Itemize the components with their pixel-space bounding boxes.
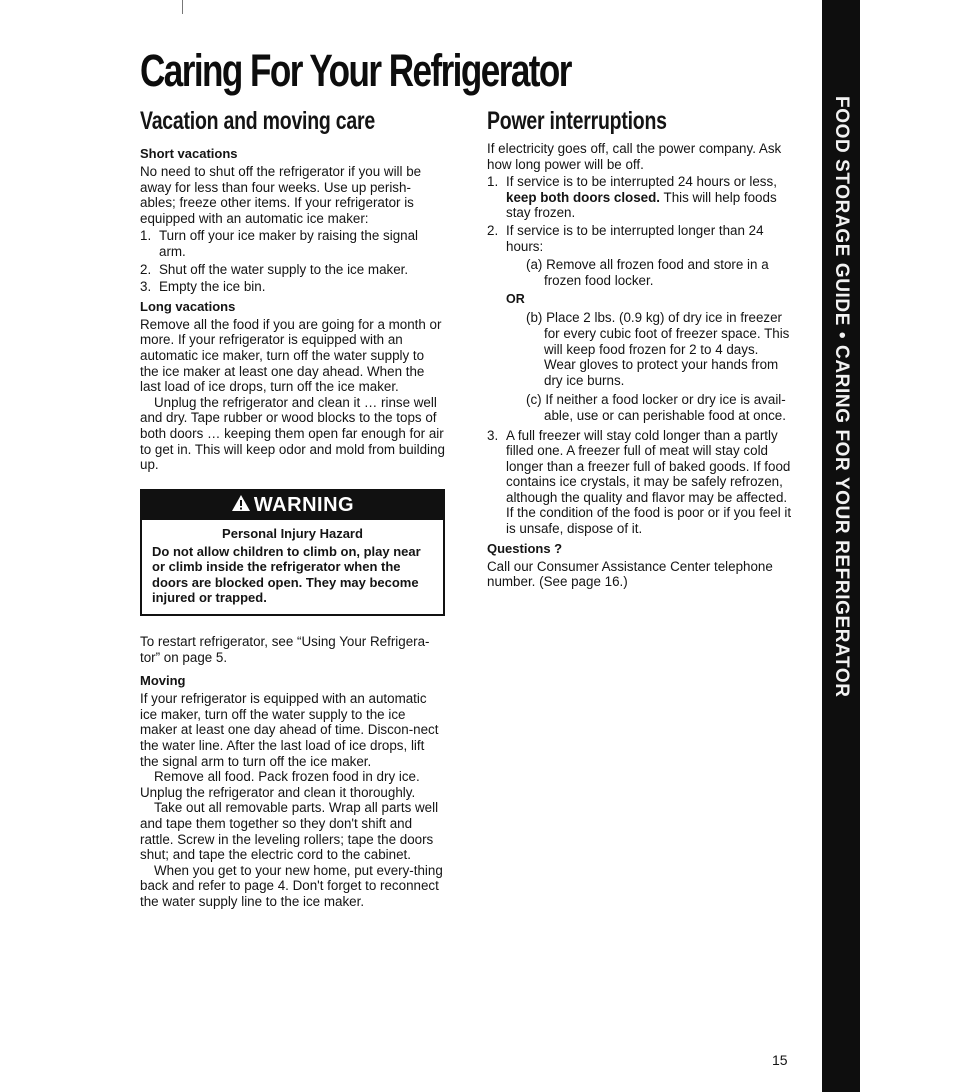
warning-label: WARNING	[253, 493, 355, 516]
power-steps-continued	[487, 428, 792, 537]
long-vacations-para-1: Remove all the food if you are going for a month or more. If your refrigerator is equipped with an automatic ice maker, turn off the water supply to the ice maker at least one day ahead. When the last load of ice drops, turn off the ice maker.	[140, 316, 442, 395]
list-item: 1. Turn off your ice maker by raising the signal arm.	[140, 228, 419, 259]
keep-doors-closed-text: keep both doors closed.	[506, 189, 661, 205]
power-heading: Power interruptions	[487, 107, 667, 135]
page-title: Caring For Your Refrigerator	[140, 45, 571, 96]
moving-para-2: Remove all food. Pack frozen food in dry ice.	[154, 769, 420, 785]
moving-para-5: When you get to your new home, put every-thing back and refer to page 4. Don't forget to reconnect the water supply line to the ice maker.	[140, 862, 443, 909]
power-steps	[487, 174, 792, 254]
list-item: 1. If service is to be interrupted 24 hours or less, keep both doors closed. This will help foods stay frozen.	[487, 174, 777, 221]
moving-para-1: If your refrigerator is equipped with an automatic ice maker, turn off the water supply to the ice maker at least one day ahead of time. Discon-nect the water line. After the last load of ice drops, lift the signal arm to turn off the ice maker.	[140, 691, 439, 769]
side-tab	[822, 0, 860, 1092]
moving-heading: Moving	[140, 673, 186, 689]
scan-mark	[182, 0, 183, 14]
side-tab-label: FOOD STORAGE GUIDE • CARING FOR YOUR REFRIGERATOR	[831, 96, 852, 698]
short-vacations-heading: Short vacations	[140, 146, 238, 161]
long-vacations-para-2: Unplug the refrigerator and clean it … rinse well and dry. Tape rubber or wood blocks to the tops of both doors … keeping them open far enough for air to get in. This will keep odor and mold from building up.	[140, 394, 445, 473]
restart-note: To restart refrigerator, see “Using Your Refrigera-tor” on page 5.	[140, 634, 430, 665]
vacation-heading: Vacation and moving care	[140, 107, 375, 135]
list-item: 3. A full freezer will stay cold longer than a partly filled one. A freezer full of meat will stay cold longer than a freezer full of baked goods. If food contains ice crystals, it may be safely refrozen, although the quality and flavor may be affected. If the condition of the food is poor or if you feel it is unsafe, dispose of it.	[487, 427, 792, 537]
list-item: 3. Empty the ice bin.	[140, 279, 266, 295]
power-intro: If electricity goes off, call the power company. Ask how long power will be off.	[487, 141, 782, 172]
option-b: (b) Place 2 lbs. (0.9 kg) of dry ice in freezer for every cubic foot of freezer space. This will keep food frozen for 2 to 4 days. Wear gloves to protect your hands from dry ice burns.	[526, 310, 790, 388]
short-vacations-steps	[140, 228, 445, 294]
vacation-moving-column	[140, 104, 445, 910]
moving-para-4: Take out all removable parts. Wrap all parts well and tape them together so they don't shift and rattle. Screw in the leveling rollers; tape the doors shut; and tape the electric cord to the cabinet.	[140, 800, 439, 863]
warning-triangle-icon	[231, 494, 251, 518]
short-vacations-intro: No need to shut off the refrigerator if you will be away for less than four weeks. Use up perish-ables; freeze other items. If your refrigerator is equipped with an automatic ice maker:	[140, 164, 422, 226]
or-label: OR	[506, 292, 525, 307]
moving-para-3: Unplug the refrigerator and clean it thoroughly.	[140, 784, 416, 800]
questions-text: Call our Consumer Assistance Center telephone number. (See page 16.)	[487, 558, 773, 590]
option-a: (a) Remove all frozen food and store in a frozen food locker.	[526, 257, 769, 288]
list-item: 2. Shut off the water supply to the ice maker.	[140, 261, 409, 277]
questions-heading: Questions ?	[487, 540, 563, 556]
long-vacations-heading: Long vacations	[140, 298, 236, 314]
option-c: (c) If neither a food locker or dry ice is avail-able, use or can perishable food at once.	[526, 392, 786, 423]
page-number: 15	[772, 1052, 788, 1068]
power-interruptions-column	[487, 104, 792, 590]
warning-header	[142, 491, 443, 520]
list-item: 2. If service is to be interrupted longer than 24 hours:	[487, 222, 764, 254]
warning-hazard-title: Personal Injury Hazard	[222, 525, 363, 541]
warning-box	[140, 489, 445, 616]
warning-text: Do not allow children to climb on, play near or climb inside the refrigerator when the doors are blocked open. They may become injured or trapped.	[152, 543, 421, 606]
